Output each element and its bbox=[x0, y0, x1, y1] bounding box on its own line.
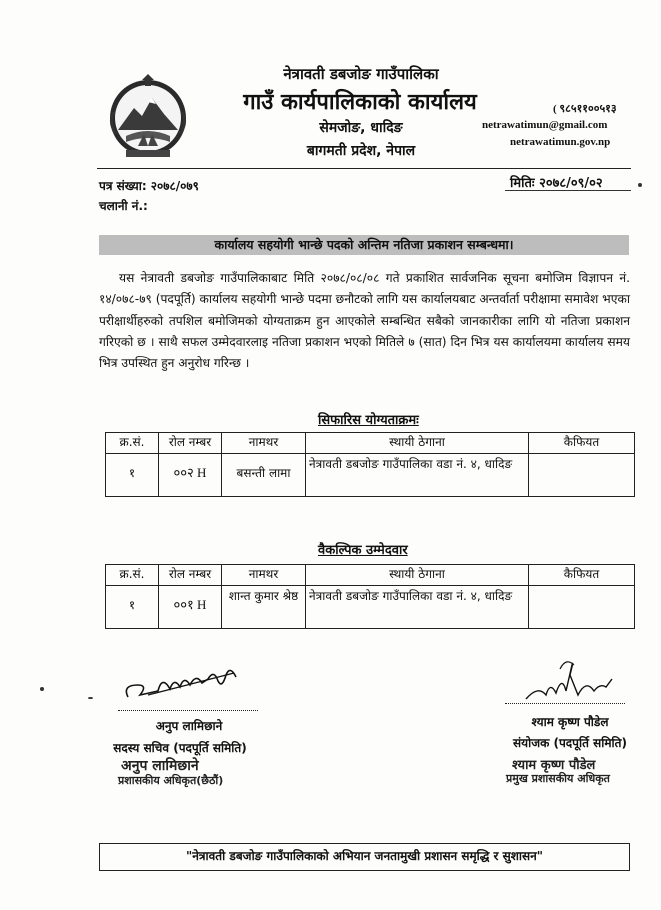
table-header-row bbox=[106, 433, 635, 454]
dispatch-number: चलानी नं.: bbox=[99, 199, 148, 213]
right-handwritten-signature bbox=[520, 655, 630, 705]
website-address: netrawatimun.gov.np bbox=[510, 136, 611, 148]
subject-line: कार्यालय सहयोगी भान्छे पदको अन्तिम नतिजा प्रकाशन सम्बन्धमा। bbox=[99, 235, 629, 255]
column-header: स्थायी ठेगाना bbox=[306, 433, 529, 454]
column-header: नामथर bbox=[222, 433, 306, 454]
left-handwritten-signature bbox=[118, 655, 248, 705]
column-header: क्र.सं. bbox=[106, 433, 159, 454]
roll-cell: ००१ H bbox=[159, 586, 222, 629]
address-cell: नेत्रावती डबजोङ गाउँपालिका वडा नं. ४, धादिङ bbox=[306, 586, 529, 629]
right-signatory-role: संयोजक (पदपूर्ति समिति) bbox=[513, 736, 627, 750]
column-header: रोल नम्बर bbox=[159, 433, 222, 454]
right-signature-line bbox=[505, 703, 625, 704]
remarks-cell bbox=[529, 586, 635, 629]
alternate-table bbox=[105, 564, 635, 629]
roll-cell: ००२ H bbox=[159, 454, 222, 497]
header-divider bbox=[97, 168, 631, 169]
phone-number: ( ९८५११००५१३ bbox=[553, 103, 617, 115]
right-signatory-name: श्याम कृष्ण पौडेल bbox=[531, 715, 609, 729]
serial-cell: १ bbox=[106, 454, 159, 497]
serial-cell: १ bbox=[106, 586, 159, 629]
recommended-section-title: सिफारिस योग्यताक्रमः bbox=[318, 413, 419, 428]
recommended-table bbox=[105, 432, 635, 497]
address-cell: नेत्रावती डबजोङ गाउँपालिका वडा नं. ४, धादिङ bbox=[306, 454, 529, 497]
office-address-province: बागमती प्रदेश, नेपाल bbox=[306, 143, 416, 159]
remarks-cell bbox=[529, 454, 635, 497]
left-signature-line bbox=[118, 710, 258, 711]
left-stamp-name: अनुप लामिछाने bbox=[121, 758, 199, 774]
scan-speck bbox=[40, 687, 44, 691]
office-address-local: सेमजोङ, धादिङ bbox=[319, 120, 403, 136]
column-header: क्र.सं. bbox=[106, 565, 159, 586]
office-name: गाउँ कार्यपालिकाको कार्यालय bbox=[243, 90, 477, 115]
table-header-row bbox=[106, 565, 635, 586]
scan-speck bbox=[88, 697, 93, 699]
notice-body: यस नेत्रावती डबजोङ गाउँपालिकाबाट मिति २०७८/०८/०८ गते प्रकाशित सार्वजनिक सूचना बमोजिम विज्ञापन नं. १४/०७८-७९ (पदपूर्ति) कार्यालय सहयोगी भान्छे पदमा छनौटको लागि यस कार्यालयबाट अन्तर्वार्ता परीक्षामा समावेश भएका परीक्षार्थीहरुको तपशिल बमोजिमको योग्यताक्रम हुन आएकोले सम्बन्धित सबैको जानकारीका लागि यो नतिजा प्रकाशन गरिएको छ । साथै सफल उम्मेदवारलाइ नतिजा प्रकाशन भएको मितिले ७ (सात) दिन भित्र यस कार्यालयमा कार्यालय समय भित्र उपस्थित हुन अनुरोध गरिन्छ । bbox=[99, 271, 630, 371]
column-header: नामथर bbox=[222, 565, 306, 586]
reference-number: पत्र संख्या: २०७८/०७९ bbox=[99, 179, 199, 193]
left-signatory-role: सदस्य सचिव (पदपूर्ति समिति) bbox=[113, 741, 247, 755]
column-header: कैफियत bbox=[529, 433, 635, 454]
scan-speck bbox=[638, 183, 642, 187]
column-header: स्थायी ठेगाना bbox=[306, 565, 529, 586]
footer-slogan: "नेत्रावती डबजोङ गाउँपालिकाको अभियान जनतामुखी प्रशासन समृद्धि र सुशासन" bbox=[99, 843, 630, 871]
left-signatory-name: अनुप लामिछाने bbox=[155, 719, 223, 733]
column-header: रोल नम्बर bbox=[159, 565, 222, 586]
alternate-section-title: वैकल्पिक उम्मेदवार bbox=[318, 543, 408, 558]
municipality-name: नेत्रावती डबजोङ गाउँपालिका bbox=[283, 65, 439, 83]
name-cell: बसन्ती लामा bbox=[222, 454, 306, 497]
right-stamp-name: श्याम कृष्ण पौडेल bbox=[512, 758, 596, 773]
right-stamp-role: प्रमुख प्रशासकीय अधिकृत bbox=[506, 772, 610, 785]
email-address: netrawatimun@gmail.com bbox=[482, 119, 608, 131]
letter-date: मितिः २०७८/०९/०२ bbox=[510, 176, 603, 191]
column-header: कैफियत bbox=[529, 565, 635, 586]
left-stamp-role: प्रशासकीय अधिकृत(छैठौं) bbox=[118, 774, 224, 787]
nepal-emblem-logo bbox=[104, 72, 192, 160]
table-row bbox=[106, 454, 635, 497]
name-cell: शान्त कुमार श्रेष्ठ bbox=[222, 586, 306, 629]
table-row bbox=[106, 586, 635, 629]
date-underline bbox=[505, 190, 631, 191]
